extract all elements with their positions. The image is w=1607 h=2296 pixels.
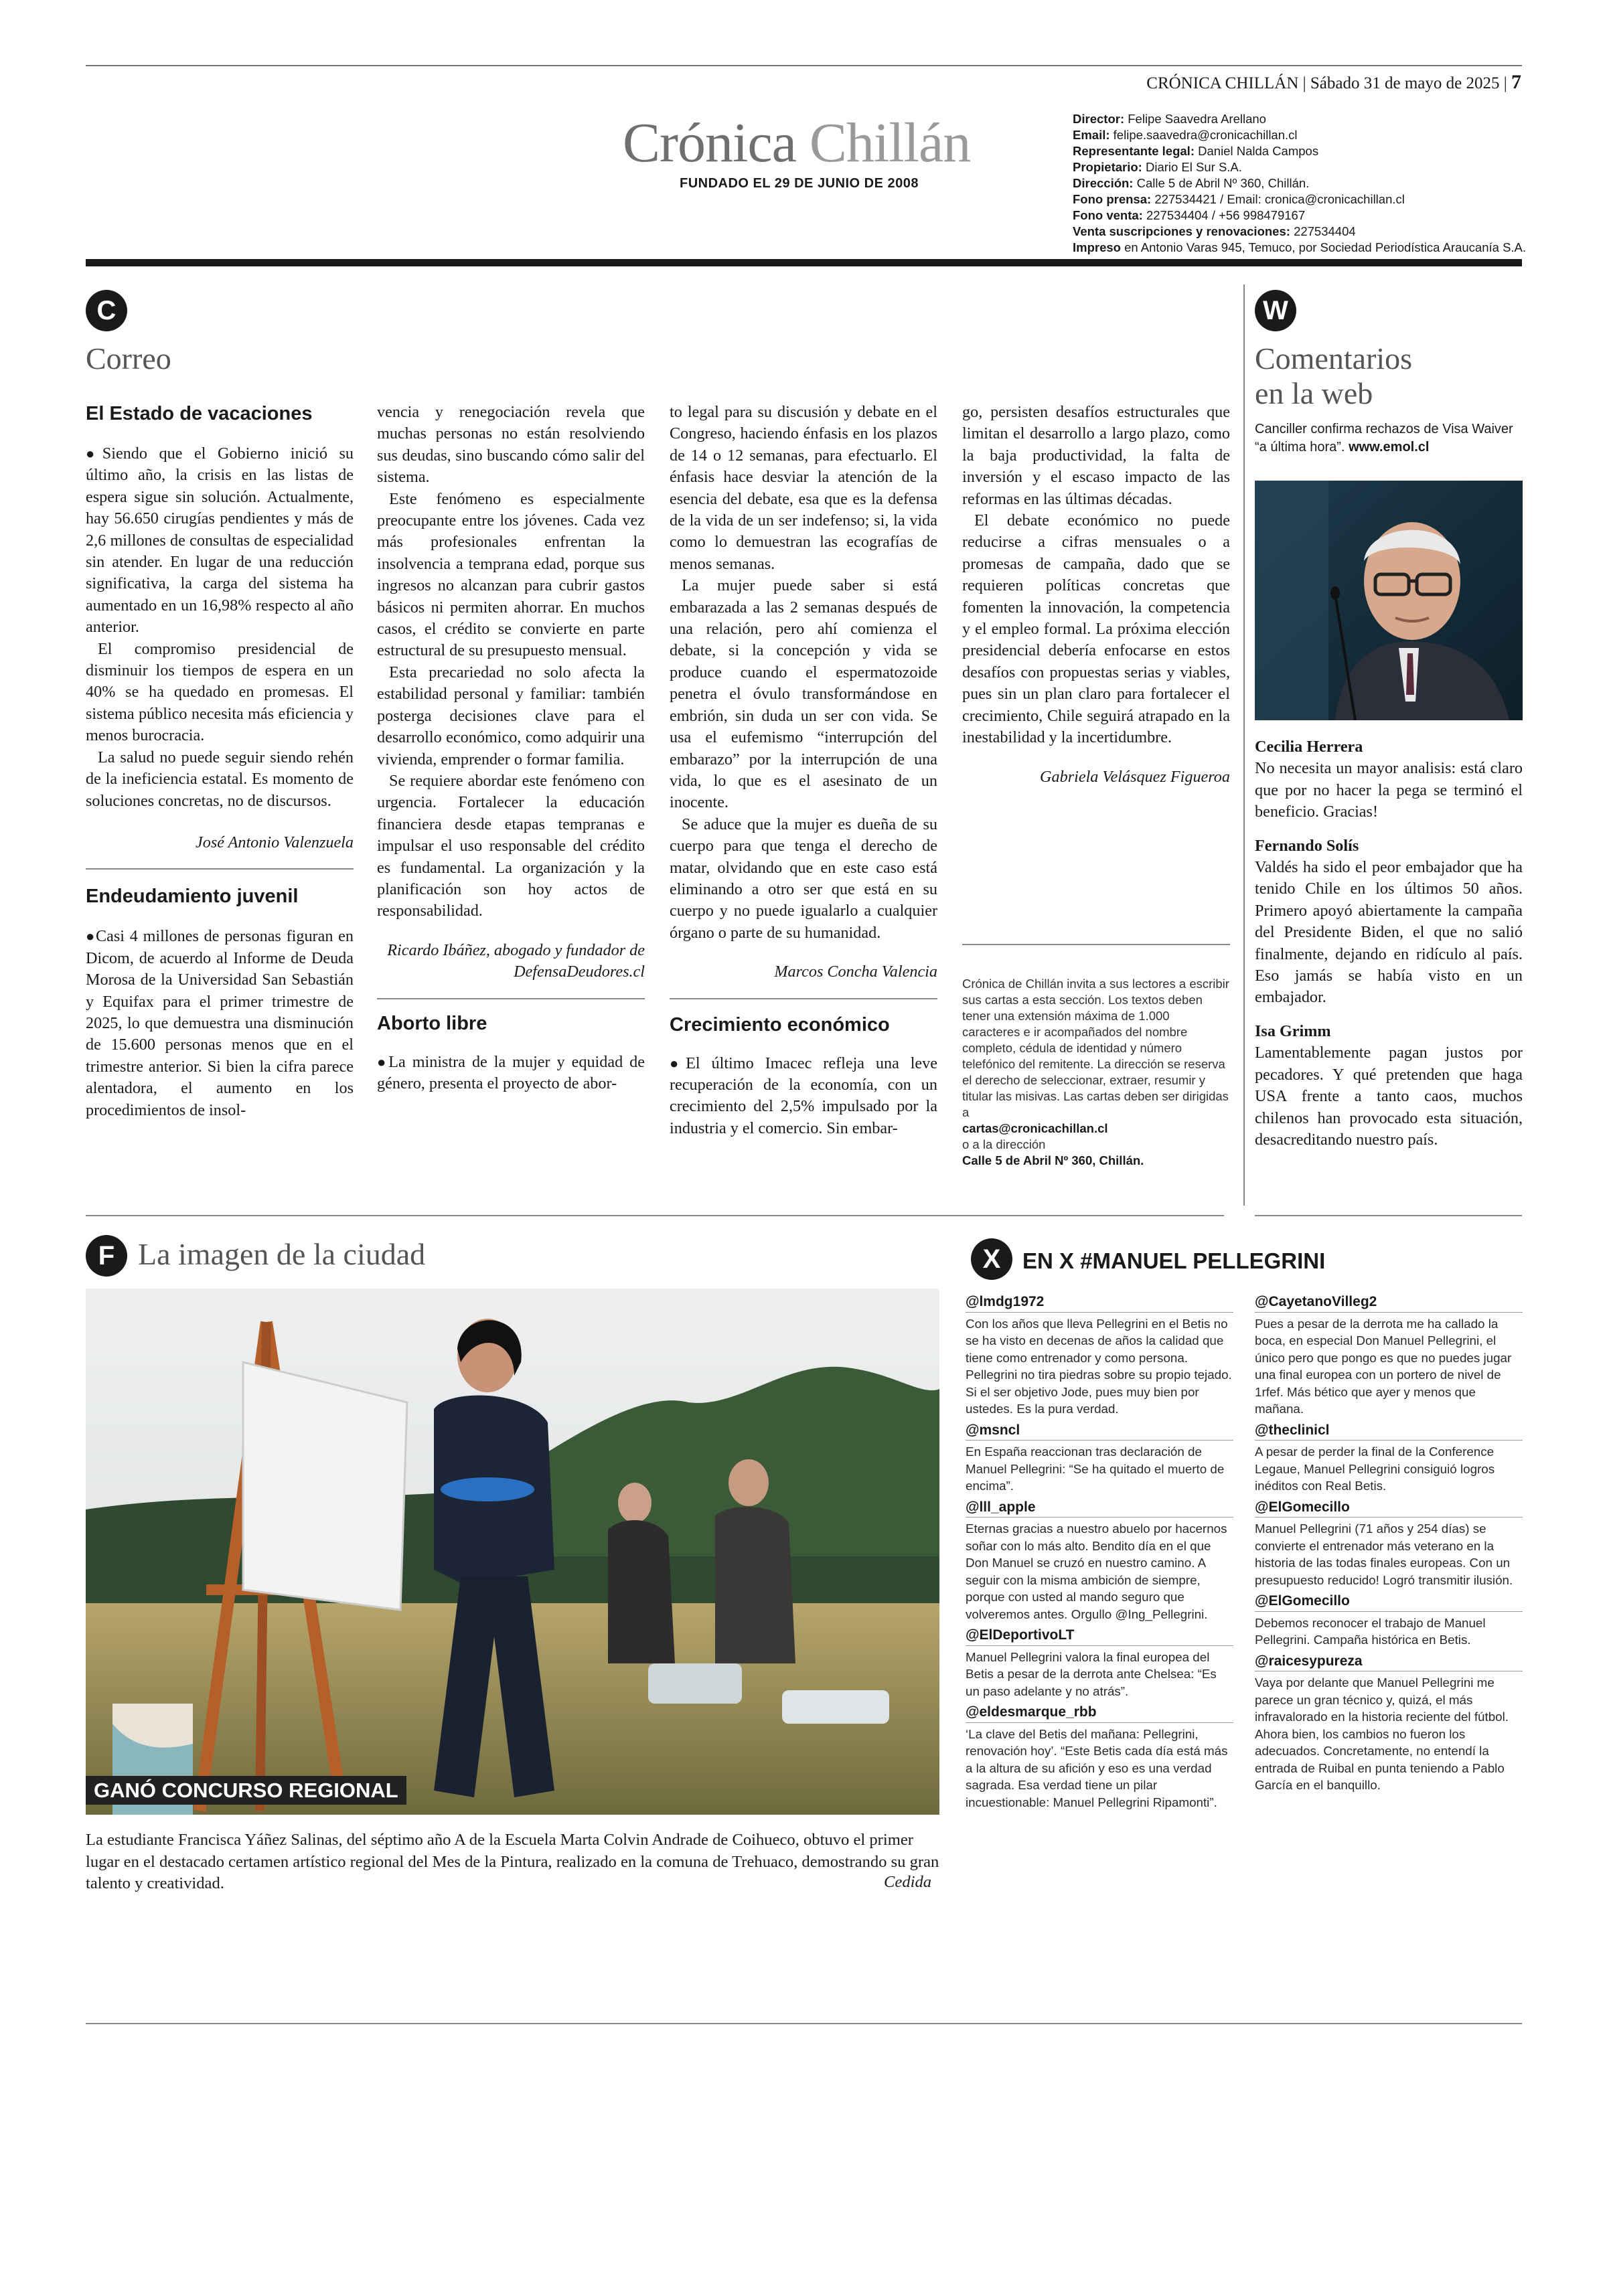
tweet-handle[interactable]: @ElGomecillo [1255,1592,1523,1612]
notice-divider [962,944,1230,945]
staff-box [1073,111,1528,256]
folio-paper: CRÓNICA CHILLÁN [1146,74,1299,92]
web-lead-source[interactable]: www.emol.cl [1349,440,1430,455]
photo-caption: La estudiante Francisca Yáñez Salinas, del séptimo año A de la Escuela Marta Colvin Andrade de Coihueco, obtuvo el primer lugar en el destacado certamen artístico regional del Mes de la Pintura, realizado en la comuna de Trehuaco, demostrando su gran talento y creatividad. [86,1831,939,1892]
section-rule [86,1215,1224,1216]
comment-author: Cecilia Herrera [1255,738,1363,756]
letter-paragraph: ●La ministra de la mujer y equidad de género, presenta el proyecto de abor- [377,1052,645,1092]
staff-line: Director: Felipe Saavedra Arellano [1073,112,1266,126]
tweet-handle[interactable]: @theclinicl [1255,1422,1523,1441]
letter-paragraph: go, persisten desafíos estructurales que limitan el desarrollo a largo plazo, como la baja productividad, la falta de inversión y el escaso impacto de las reformas en las últimas décadas. [962,403,1230,508]
tweet-text: Eternas gracias a nuestro abuelo por hacernos soñar con lo más alto. Bendito día en el que Don Manuel se cruzó en nuestro camino. A seguir con la misma ambición de siempre, porque con usted al mando seguro que volveremos antes. Orgullo @Ing_Pellegrini. [966,1522,1227,1621]
letter-heading: Endeudamiento juvenil [86,886,299,908]
letter-paragraph: ●Casi 4 millones de personas figuran en Dicom, de acuerdo al Informe de Deuda Morosa de la Universidad San Sebastián y Equifax para el primer trimestre de 2025, lo que demuestra una disminución de 15.600 personas menos que en el trimestre anterior. Si bien la cifra parece alentadora, el aumento en los procedimientos de insol- [86,927,354,1119]
letters-column-1 [86,402,354,1121]
section-separator [1243,284,1245,1206]
tweet-handle[interactable]: @lll_apple [966,1499,1233,1518]
letter-signature: Ricardo Ibáñez, abogado y fundador de DefensaDeudores.cl [387,940,645,981]
letters-column-3 [670,402,937,1139]
comment-author: Isa Grimm [1255,1021,1331,1040]
web-comment [1255,736,1523,823]
comment-text: Lamentablemente pagan justos por pecadores. Y qué pretenden que haga USA frente a tanto caos, muchos chilenos han provocado esta situación, desacreditando nuestro país. [1255,1044,1523,1149]
tweet [966,1704,1233,1811]
section-title-correo: Correo [86,341,171,376]
letter-paragraph: Se requiere abordar este fenómeno con urgencia. Fortalecer la educación financiera desde etapas tempranas e impulsar el uso responsable del crédito es fundamental. La organización y la planificación son hoy actos de responsabilidad. [377,771,645,920]
section-badge-w: W [1255,290,1296,331]
section-title-city: La imagen de la ciudad [138,1237,426,1271]
tweet [966,1422,1233,1495]
tweet-handle[interactable]: @ElDeportivoLT [966,1627,1233,1646]
tweet-text: Con los años que lleva Pellegrini en el Betis no se ha visto en decenas de años la calidad que tiene como entrenador y como persona. Pellegrini no tira piedras sobre su propio tejado. Si el ser objetivo Jode, pues muy bien por ustedes. Es la pura verdad. [966,1316,1232,1416]
section-title-x: EN X #MANUEL PELLEGRINI [1022,1248,1326,1273]
letters-column-4 [962,402,1230,788]
photo-label: GANÓ CONCURSO REGIONAL [86,1776,406,1805]
folio: CRÓNICA CHILLÁN | Sábado 31 de mayo de 2025 | 7 [1146,71,1521,93]
tweet [966,1499,1233,1623]
tweet-handle[interactable]: @msncl [966,1422,1233,1441]
staff-line: Fono venta: 227534404 / +56 998479167 [1073,208,1306,222]
top-rule [86,65,1522,66]
masthead-rule [86,259,1522,266]
staff-line: Impreso en Antonio Varas 945, Temuco, por Sociedad Periodística Araucanía S.A. [1073,240,1527,254]
section-badge-f: F [86,1235,127,1277]
section-badge-x: X [971,1238,1012,1280]
web-comments [1255,736,1523,1151]
letter-paragraph: Este fenómeno es especialmente preocupante entre los jóvenes. Cada vez más profesionales enfrentan la insolvencia a temprana edad, porque sus ingresos no alcanzan para cubrir gastos básicos ni permiten ahorrar. En muchos casos, el crédito se convierte en parte estructural de su presupuesto mensual. [377,489,645,660]
tweet-text: Debemos reconocer el trabajo de Manuel Pellegrini. Campaña histórica en Betis. [1255,1615,1486,1647]
letter-paragraph: Se aduce que la mujer es dueña de su cuerpo para que tenga el derecho de matar, olvidando que en este caso está eliminando a otro ser que está en su cuerpo y no puede igualarlo a cualquier órgano o parte de su humanidad. [670,815,937,942]
staff-line: Dirección: Calle 5 de Abril Nº 360, Chillán. [1073,176,1310,190]
letter-heading: Aborto libre [377,1012,487,1034]
bottom-rule [86,2023,1522,2024]
tweet [1255,1499,1523,1589]
page-number: 7 [1511,71,1521,93]
letter-paragraph: Esta precariedad no solo afecta la estabilidad personal y familiar: también posterga decisiones clave para el desarrollo económico, como adquirir una vivienda, emprender o formar familia. [377,663,645,768]
comment-author: Fernando Solís [1255,836,1359,855]
tweet-handle[interactable]: @CayetanoVilleg2 [1255,1293,1523,1313]
web-comment [1255,835,1523,1009]
photo-canciller [1255,481,1523,720]
letter-paragraph: ●El último Imacec refleja una leve recuperación de la economía, con un crecimiento del 2,5% impulsado por la industria y el comercio. Sin embar- [670,1054,937,1137]
letter-paragraph: to legal para su discusión y debate en el Congreso, haciendo énfasis en los plazos de 14 o 12 semanas, para efectuarlo. El énfasis hace desviar la atención de la esencia del debate, esa que es la defensa de la vida de un ser indefenso; si, la vida como lo demuestran las ecografías de menos semanas. [670,403,937,573]
letter-signature: Gabriela Velásquez Figueroa [1040,767,1230,786]
staff-line: Email: felipe.saavedra@cronicachillan.cl [1073,128,1298,142]
comment-text: Valdés ha sido el peor embajador que ha tenido Chile en los últimos 50 años. Primero apoyó abiertamente la campaña del Presidente Biden, el que no salió finalmente, dejando en ridículo al país. Eso jamás se había visto en un embajador. [1255,858,1523,1007]
tweet-text: Manuel Pellegrini valora la final europea del Betis a pesar de la derrota ante Chelsea: “Es un paso adelante y no atrás”. [966,1649,1217,1698]
tweet-handle[interactable]: @eldesmarque_rbb [966,1704,1233,1723]
letter-heading: El Estado de vacaciones [86,403,313,424]
tweet-handle[interactable]: @ElGomecillo [1255,1499,1523,1518]
web-comment [1255,1021,1523,1151]
tweet [966,1293,1233,1418]
letter-heading: Crecimiento económico [670,1013,890,1036]
letter-paragraph: La salud no puede seguir siendo rehén de la ineficiencia estatal. Es momento de soluciones concretas, no de discursos. [86,748,354,810]
column-divider [86,868,354,870]
tweet-column-right [1255,1293,1523,1798]
section-badge-c: C [86,290,127,331]
section-rule [1255,1215,1522,1216]
tweet-text: En España reaccionan tras declaración de Manuel Pellegrini: “Se ha quitado el muerto de encima”. [966,1445,1225,1493]
web-lead: Canciller confirma rechazos de Visa Waiver “a última hora”. www.emol.cl [1255,422,1513,455]
section-title-web: Comentarios en la web [1255,341,1413,410]
tweet-text: A pesar de perder la final de la Conference Legaue, Manuel Pellegrini consiguió logros inéditos con Real Betis. [1255,1445,1495,1493]
column-divider [670,998,937,999]
masthead-logo: Crónica Chillán [623,112,971,174]
letter-paragraph: El debate económico no puede reducirse a cifras mensuales o a promesas de campaña, dado que se requieren políticas concretas que fomenten la innovación, la competencia y el empleo formal. La próxima elección presidencial debería enfocarse en estos desafíos con propuestas serias y viables, pues sin un plan claro para fortalecer el crecimiento, Chile seguirá atrapado en la inestabilidad y la incertidumbre. [962,511,1230,747]
tweet [1255,1422,1523,1495]
tweet [1255,1592,1523,1649]
letter-paragraph: vencia y renegociación revela que muchas personas no están resolviendo sus deudas, sino buscando cómo salir del sistema. [377,403,645,487]
tweet [1255,1293,1523,1418]
staff-line: Representante legal: Daniel Nalda Campos [1073,144,1319,158]
letters-notice: Crónica de Chillán invita a sus lectores a escribir sus cartas a esta sección. Los textos deben tener una extensión máxima de 1.000 caracteres e ir acompañados del nombre completo, cédula de identidad y número telefónico del remitente. La dirección se reserva el derecho de seleccionar, extraer, resumir y titular las misivas. Las cartas deben ser dirigidas a cartas@cronicachillan.cl o a la dirección Calle 5 de Abril Nº 360, Chillán. [962,977,1229,1167]
tweet-handle[interactable]: @raicesypureza [1255,1653,1523,1672]
folio-date: Sábado 31 de mayo de 2025 [1310,74,1500,92]
tweet-text: Pues a pesar de la derrota me ha callado la boca, en especial Don Manuel Pellegrini, el único pero que pongo es que no puedes jugar una final europea con un portero de nivel de 1rfef. Más bético que ayer y menos que mañana. [1255,1316,1512,1416]
tweet-text: Manuel Pellegrini (71 años y 254 días) se convierte el entrenador más veterano en la historia de las todas finales europeas. Con un presupuesto reducido! Logró transmitir ilusión. [1255,1522,1513,1587]
letters-email[interactable]: cartas@cronicachillan.cl [962,1121,1108,1135]
staff-line: Venta suscripciones y renovaciones: 227534404 [1073,224,1356,238]
tweet [966,1627,1233,1700]
staff-line: Fono prensa: 227534421 / Email: cronica@cronicachillan.cl [1073,192,1405,206]
tweet-handle[interactable]: @lmdg1972 [966,1293,1233,1313]
staff-line: Propietario: Diario El Sur S.A. [1073,160,1242,174]
photo-credit: Cedida [884,1873,932,1891]
letters-column-2 [377,402,645,1094]
letter-signature: Marcos Concha Valencia [774,963,937,981]
tweet-text: ‘La clave del Betis del mañana: Pellegrini, renovación hoy’. “Este Betis cada día está más a la altura de su afición y eso es una verdad sagrada. Esa verdad tiene un pilar incuestionable: Manuel Pellegrini Ripamonti”. [966,1726,1228,1809]
column-divider [377,998,645,999]
letter-paragraph: El compromiso presidencial de disminuir los tiempos de espera en un 40% se ha quedado en promesas. El sistema público necesita más eficiencia y menos burocracia. [86,639,354,745]
comment-text: No necesita un mayor analisis: está claro que por no hacer la pega se terminó el beneficio. Gracias! [1255,759,1523,821]
tweet-text: Vaya por delante que Manuel Pellegrini me parece un gran técnico y, quizá, el más infravalorado en la historia reciente del fútbol. Ahora bien, los cambios no fueron los adecuados. Concretamente, no entendí la entrada de Ruibal en punta teniendo a Pablo García en el banquillo. [1255,1675,1509,1792]
photo-young-painter [86,1289,939,1815]
tweet [1255,1653,1523,1794]
letter-paragraph: ●Siendo que el Gobierno inició su último año, la crisis en las listas de espera sigue sin solución. Actualmente, hay 56.650 cirugías pendientes y más de 2,6 millones de consultas de especialidad sin atender. En lugar de una reducción significativa, la carga del sistema ha aumentado en un 16,98% respecto al año anterior. [86,444,354,637]
tweet-column-left [966,1293,1233,1815]
founded-line: FUNDADO EL 29 DE JUNIO DE 2008 [680,176,919,191]
letter-paragraph: La mujer puede saber si está embarazada a las 2 semanas después de una relación, pero ahí comienza el debate, si la concepción y vida se produce cuando el espermatozoide penetra el óvulo transformándose en embrión, sin duda un ser con vida. Se usa el eufemismo “interrupción del embarazo” por la interrupción de una vida, lo que es el asesinato de un inocente. [670,576,937,812]
letters-address: Calle 5 de Abril Nº 360, Chillán. [962,1153,1144,1167]
letter-signature: José Antonio Valenzuela [195,833,354,851]
